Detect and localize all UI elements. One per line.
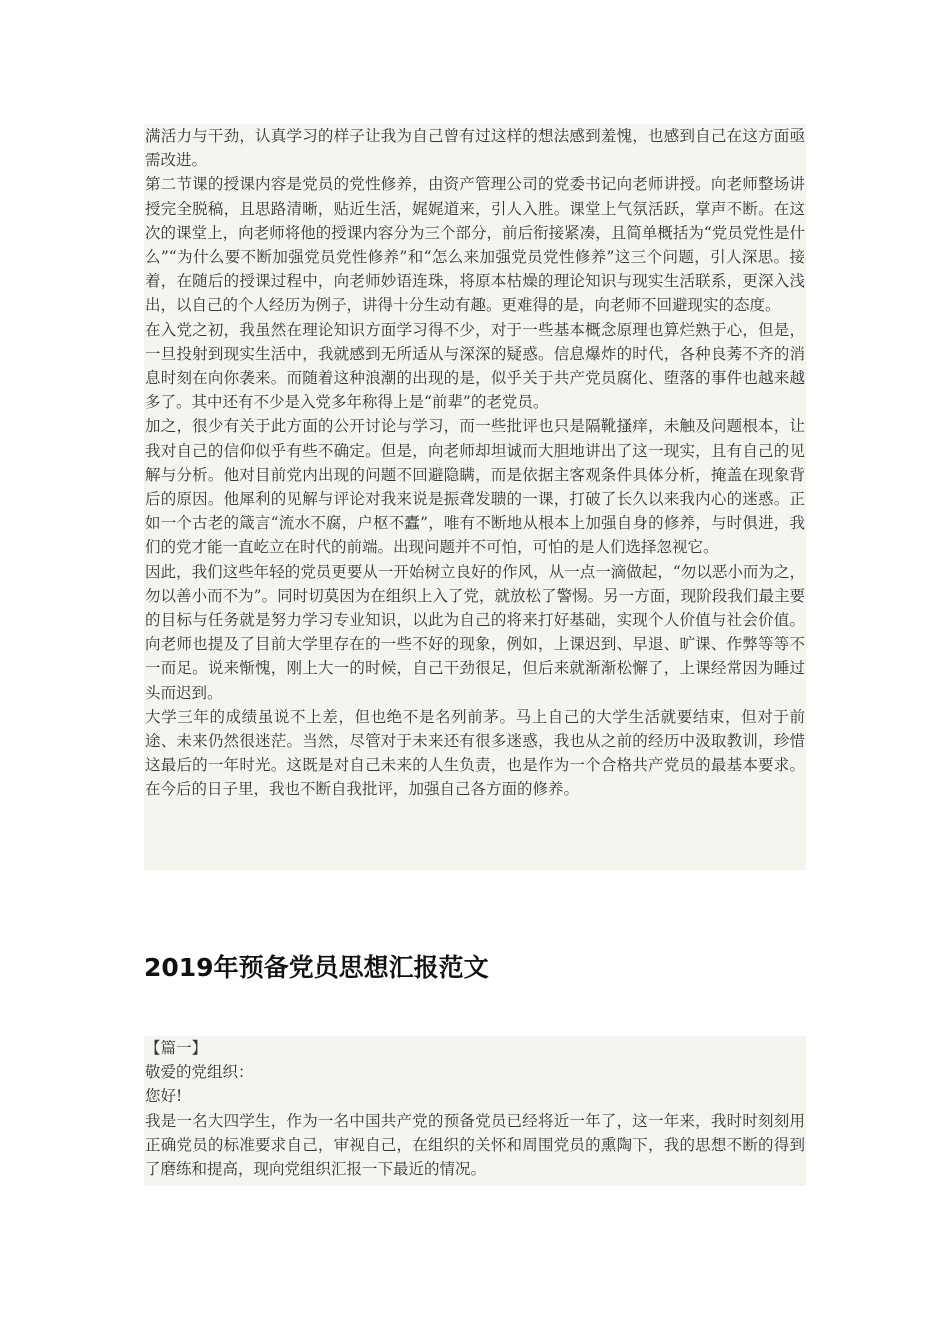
paragraph: 在入党之初，我虽然在理论知识方面学习得不少，对于一些基本概念原理也算烂熟于心，但是，一旦投射到现实生活中，我就感到无所适从与深深的疑惑。信息爆炸的时代，各种良莠不齐的消息时刻在向你袭来。而随着这种浪潮的出现的是，似乎关于共产党员腐化、堕落的事件也越来越多了。其中还有不少是入党多年称得上是“前辈”的老党员。 [145, 320, 805, 412]
section-label: 【篇一】 [145, 1039, 208, 1057]
paragraph: 因此，我们这些年轻的党员更要从一开始树立良好的作风，从一点一滴做起，“勿以恶小而为之，勿以善小而不为”。同时切莫因为在组织上入了党，就放松了警惕。另一方面，现阶段我们最主要的目标与任务就是努力学习专业知识，以此为自己的将来打好基础，实现个人价值与社会价值。向老师也提及了目前大学里存在的一些不好的现象，例如，上课迟到、早退、旷课、作弊等等不一而足。说来惭愧，刚上大一的时候，自己干劲很足，但后来就渐渐松懈了，上课经常因为睡过头而迟到。 [145, 562, 805, 702]
paragraph: 大学三年的成绩虽说不上差，但也绝不是名列前茅。马上自己的大学生活就要结束，但对于前途、未来仍然很迷茫。当然，尽管对于未来还有很多迷惑，我也从之前的经历中汲取教训，珍惜这最后的一年时光。这既是对自己未来的人生负责，也是作为一个合格共产党员的最基本要求。在今后的日子里，我也不断自我批评，加强自己各方面的修养。 [145, 707, 805, 799]
document-heading: 2019年预备党员思想汇报范文 [144, 953, 489, 982]
text-block-report [144, 1036, 806, 1186]
paragraph: 我是一名大四学生，作为一名中国共产党的预备党员已经将近一年了，这一年来，我时时刻刻用正确党员的标准要求自己，审视自己，在组织的关怀和周围党员的熏陶下，我的思想不断的得到了磨练和提高，现向党组织汇报一下最近的情况。 [145, 1111, 805, 1179]
greeting: 您好! [145, 1087, 183, 1106]
salutation: 敬爱的党组织： [145, 1063, 254, 1082]
paragraph: 加之，很少有关于此方面的公开讨论与学习，而一些批评也只是隔靴搔痒，未触及问题根本，让我对自己的信仰似乎有些不确定。但是，向老师却坦诚而大胆地讲出了这一现实，且有自己的见解与分析。他对目前党内出现的问题不回避隐瞒，而是依据主客观条件具体分析，掩盖在现象背后的原因。他犀利的见解与评论对我来说是振聋发聩的一课，打破了长久以来我内心的迷惑。正如一个古老的箴言“流水不腐，户枢不蠹”，唯有不断地从根本上加强自身的修养，与时俱进，我们的党才能一直屹立在时代的前端。出现问题并不可怕，可怕的是人们选择忽视它。 [145, 417, 805, 557]
paragraph: 满活力与干劲，认真学习的样子让我为自己曾有过这样的想法感到羞愧，也感到自己在这方面亟需改进。 [145, 127, 805, 170]
text-block-reflection [144, 124, 806, 870]
paragraph: 第二节课的授课内容是党员的党性修养，由资产管理公司的党委书记向老师讲授。向老师整场讲授完全脱稿，且思路清晰，贴近生活，娓娓道来，引人入胜。课堂上气氛活跃，掌声不断。在这次的课堂上，向老师将他的授课内容分为三个部分，前后衔接紧凑，且简单概括为“党员党性是什么”“为什么要不断加强党员党性修养”和“怎么来加强党员党性修养”这三个问题，引人深思。接着，在随后的授课过程中，向老师妙语连珠，将原本枯燥的理论知识与现实生活联系，更深入浅出，以自己的个人经历为例子，讲得十分生动有趣。更难得的是，向老师不回避现实的态度。 [145, 175, 805, 315]
